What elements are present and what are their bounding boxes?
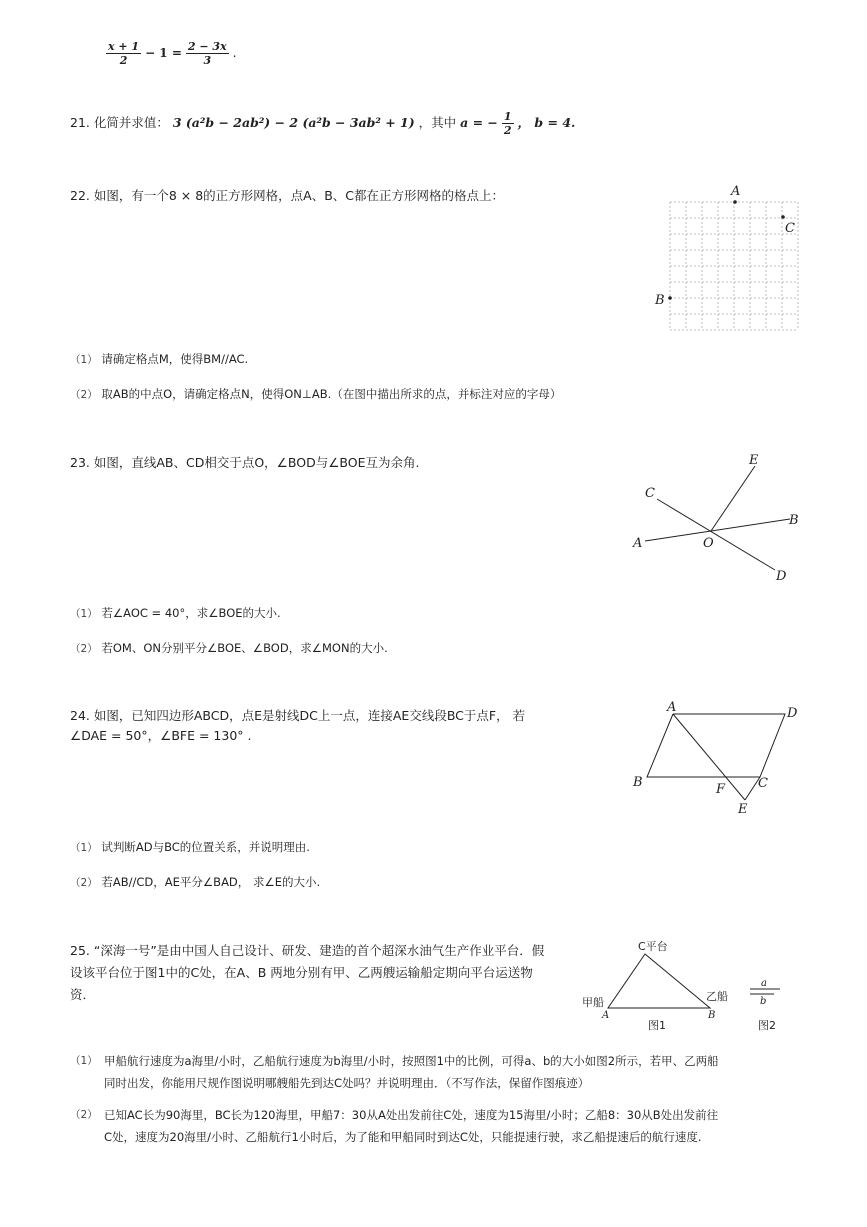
label-A: A xyxy=(667,700,677,715)
question-24-part1: （1） 试判断AD与BC的位置关系，并说明理由. xyxy=(70,840,310,854)
question-22-part1: （1） 请确定格点M，使得BM//AC. xyxy=(70,352,249,366)
label-C: C xyxy=(645,486,655,501)
grid-lines xyxy=(670,202,798,330)
label-E: E xyxy=(738,802,748,817)
label-a: a xyxy=(761,978,767,989)
label-c-platform: C平台 xyxy=(638,940,668,953)
label-O: O xyxy=(703,536,714,551)
label-ship-a: 甲船 xyxy=(582,996,604,1009)
ships-figure xyxy=(580,936,810,1036)
intersecting-lines-figure xyxy=(625,448,805,588)
label-E: E xyxy=(749,453,759,468)
question-22-stem: 22. 如图，有一个8 × 8的正方形网格，点A、B、C都在正方形网格的格点上： xyxy=(70,188,505,203)
question-25-stem: 25. “深海一号”是由中国人自己设计、研发、建造的首个超深水油气生产作业平台．假 设该平台位于图1中的C处，在A、B 两地分别有甲、乙两艘运输船定期向平台运送物 资． xyxy=(70,943,545,1002)
label-F: F xyxy=(716,782,726,797)
label-b: b xyxy=(760,996,767,1007)
grid-figure xyxy=(650,180,810,340)
point-A xyxy=(733,200,737,204)
question-23-stem: 23. 如图，直线AB、CD相交于点O，∠BOD与∠BOE互为余角. xyxy=(70,455,420,470)
segment-AE xyxy=(673,714,745,800)
label-B: B xyxy=(789,513,799,528)
question-21: 21. 化简并求值： 3 (a²b − 2ab²) − 2 (a²b − 3ab² + 1) ，其中 a = − $\frac{1}{2}$ ， b = 4. xyxy=(70,110,576,137)
quadrilateral-figure xyxy=(625,700,805,822)
label-D: D xyxy=(787,706,798,721)
label-A: A xyxy=(731,184,741,199)
triangle-ABC xyxy=(608,954,710,1008)
line-AB xyxy=(645,519,790,541)
line-CD xyxy=(657,499,775,570)
label-D: D xyxy=(776,569,787,584)
fraction: $\frac{1}{2}$ xyxy=(503,110,512,137)
equation-q20: $\frac{x + 1}{2}$ − 1 = $\frac{2 - 3x}{3}$ . xyxy=(108,40,237,67)
question-25-part1: （1） 甲船航行速度为a海里/小时，乙船航行速度为b海里/小时，按照图1中的比例，可得a、b的大小如图2所示，若甲、乙两船 同时出发，你能用尺规作图说明哪艘船先到达C处吗？并说明理由．（不写作法，保留作图痕迹） xyxy=(70,1054,719,1090)
question-25-part2: （2） 已知AC长为90海里，BC长为120海里，甲船7：30从A处出发前往C处，速度为15海里/小时；乙船8：30从B处出发前往 C处，速度为20海里/小时、乙船航行1小时后，为了能和甲船同时到达C处，只能提速行驶，求乙船提速后的航行速度. xyxy=(70,1108,719,1144)
question-22-part2: （2） 取AB的中点O，请确定格点N，使得ON⊥AB.（在图中描出所求的点，并标注对应的字母） xyxy=(70,387,562,401)
question-23-part1: （1） 若∠AOC = 40°，求∠BOE的大小. xyxy=(70,606,281,620)
label-B: B xyxy=(655,293,665,308)
label-fig2: 图2 xyxy=(758,1019,776,1032)
ray-OE xyxy=(711,466,755,531)
question-23-part2: （2） 若OM、ON分别平分∠BOE、∠BOD，求∠MON的大小. xyxy=(70,641,388,655)
label-A: A xyxy=(633,536,643,551)
label-fig1: 图1 xyxy=(648,1019,666,1032)
fraction: $\frac{x + 1}{2}$ xyxy=(108,40,140,67)
question-stem: 21. 化简并求值： xyxy=(70,115,169,130)
point-C xyxy=(781,215,785,219)
question-24-stem-line2: ∠DAE = 50°，∠BFE = 130° . xyxy=(70,728,252,743)
label-C: C xyxy=(785,221,795,236)
fraction: $\frac{2 - 3x}{3}$ xyxy=(187,40,227,67)
question-24-part2: （2） 若AB//CD，AE平分∠BAD， 求∠E的大小. xyxy=(70,875,321,889)
expression: 3 (a²b − 2ab²) − 2 (a²b − 3ab² + 1) xyxy=(172,115,415,130)
label-ship-b: 乙船 xyxy=(706,990,728,1003)
quadrilateral-ABCD xyxy=(647,714,785,777)
question-24-stem-line1: 24. 如图，已知四边形ABCD，点E是射线DC上一点，连接AE交线段BC于点F， 若 xyxy=(70,708,526,723)
point-B xyxy=(668,296,672,300)
label-C: C xyxy=(758,776,768,791)
label-B: B xyxy=(708,1010,716,1021)
label-A: A xyxy=(602,1010,610,1021)
label-B: B xyxy=(633,775,643,790)
